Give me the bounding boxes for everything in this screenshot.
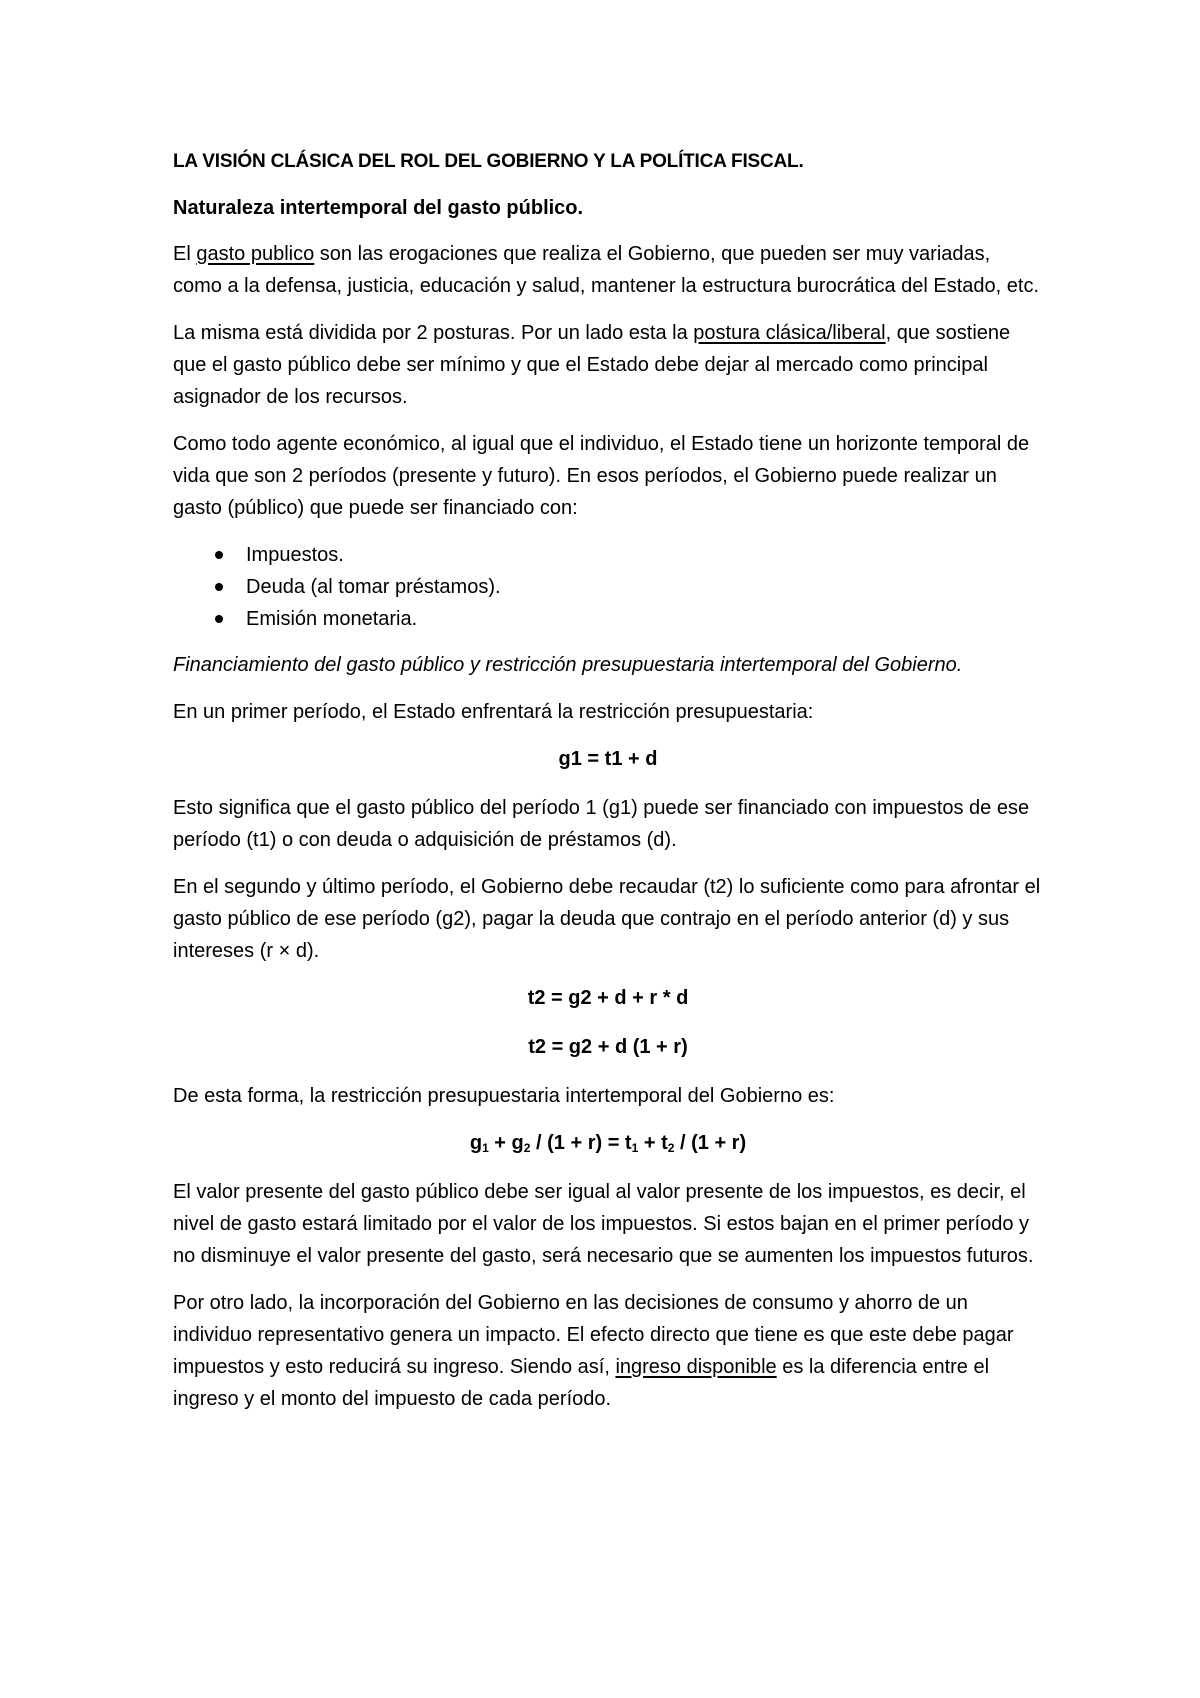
paragraph-valor-presente: El valor presente del gasto público debe ser igual al valor presente de los impuestos, es decir, el nivel de gasto estará limitado por el valor de los impuestos. Si estos bajan en el primer período y no disminuye el valor presente del gasto, será necesario que se aumenten los impuestos futuros. xyxy=(173,1181,1034,1267)
paragraph-text: es la diferencia entre el ingreso y el monto del impuesto de cada período. xyxy=(173,1356,990,1410)
paragraph-ingreso-disponible xyxy=(173,1287,1043,1415)
paragraph-significado: Esto significa que el gasto público del período 1 (g1) puede ser financiado con impuestos de ese período (t1) o con deuda o adquisición de préstamos (d). xyxy=(173,797,1030,851)
eq-subscript: 2 xyxy=(523,1141,531,1155)
paragraph-text: La misma está dividida por 2 posturas. Por un lado esta la xyxy=(173,322,694,344)
financing-list xyxy=(173,539,1043,635)
bullet-icon xyxy=(215,583,223,591)
underlined-term-gasto-publico: gasto publico xyxy=(196,243,315,265)
paragraph-gasto-publico xyxy=(173,238,1043,302)
eq-subscript: 1 xyxy=(482,1141,489,1155)
list-item xyxy=(173,571,1043,603)
section-heading-italic: Financiamiento del gasto público y restricción presupuestaria intertemporal del Gobierno. xyxy=(173,654,963,676)
paragraph-primer-periodo: En un primer período, el Estado enfrentará la restricción presupuestaria: xyxy=(173,701,814,723)
equation-t2-b: t2 = g2 + d (1 + r) xyxy=(528,1036,688,1058)
list-item xyxy=(173,603,1043,635)
paragraph-text: , que sostiene que el gasto público debe ser mínimo y que el Estado debe dejar al mercado como principal asignador de los recursos. xyxy=(173,322,1011,408)
paragraph-horizonte: Como todo agente económico, al igual que el individuo, el Estado tiene un horizonte temporal de vida que son 2 períodos (presente y futuro). En esos períodos, el Gobierno puede realizar un gasto (público) que puede ser financiado con: xyxy=(173,433,1030,519)
equation-intertemporal xyxy=(173,1127,1043,1159)
list-item-text: Emisión monetaria. xyxy=(246,608,418,630)
paragraph-text: Por otro lado, la incorporación del Gobierno en las decisiones de consumo y ahorro de un individuo representativo genera un impacto. El efecto directo que tiene es que este debe pagar impuestos y esto reducirá su ingreso. Siendo así, xyxy=(173,1292,1014,1378)
list-item xyxy=(173,539,1043,571)
eq-subscript: 2 xyxy=(667,1141,675,1155)
eq-part: / (1 + r) xyxy=(674,1132,747,1154)
eq-part: g xyxy=(469,1132,483,1154)
paragraph-text: son las erogaciones que realiza el Gobierno, que pueden ser muy variadas, como a la defensa, justicia, educación y salud, mantener la estructura burocrática del Estado, etc. xyxy=(173,243,1040,297)
bullet-icon xyxy=(215,615,223,623)
document-body xyxy=(173,146,1043,1430)
page-title: LA VISIÓN CLÁSICA DEL ROL DEL GOBIERNO Y LA POLÍTICA FISCAL. xyxy=(173,151,804,172)
eq-part: + t xyxy=(638,1132,668,1154)
paragraph-text: El xyxy=(173,243,197,265)
equation-g1: g1 = t1 + d xyxy=(558,748,658,770)
paragraph-restriccion: De esta forma, la restricción presupuestaria intertemporal del Gobierno es: xyxy=(173,1085,835,1107)
section-subtitle: Naturaleza intertemporal del gasto público. xyxy=(173,197,584,219)
underlined-term-postura-clasica: postura clásica/liberal xyxy=(693,322,886,344)
list-item-text: Deuda (al tomar préstamos). xyxy=(246,576,501,598)
eq-part: / (1 + r) = t xyxy=(530,1132,632,1154)
bullet-icon xyxy=(215,551,223,559)
paragraph-segundo-periodo: En el segundo y último período, el Gobierno debe recaudar (t2) lo suficiente como para afrontar el gasto público de ese período (g2), pagar la deuda que contrajo en el período anterior (d) y sus intereses (r × d). xyxy=(173,876,1041,962)
list-item-text: Impuestos. xyxy=(246,544,344,566)
eq-part: + g xyxy=(488,1132,524,1154)
underlined-term-ingreso-disponible: ingreso disponible xyxy=(615,1356,777,1378)
eq-subscript: 1 xyxy=(631,1141,639,1155)
paragraph-posturas xyxy=(173,317,1043,413)
equation-t2-a: t2 = g2 + d + r * d xyxy=(527,987,689,1009)
